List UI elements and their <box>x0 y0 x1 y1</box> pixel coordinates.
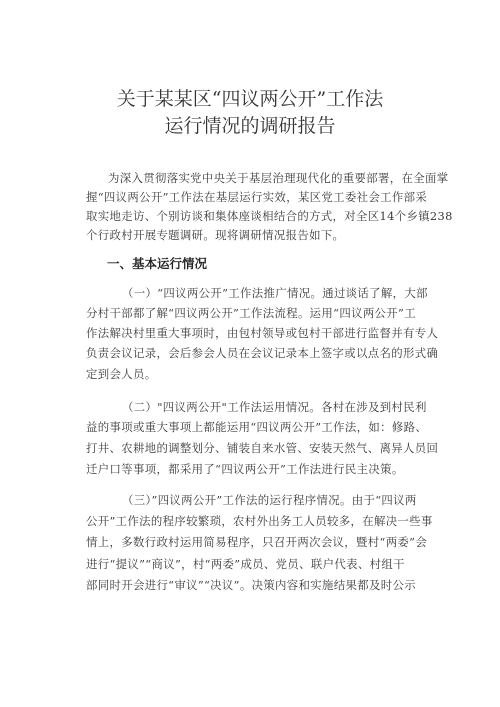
document-title-line-2: 运行情况的调研报告 <box>164 115 336 137</box>
document-title-line-1: 关于某某区“四议两公开”工作法 <box>116 88 384 110</box>
paragraph-line: 打井、农耕地的调整划分、铺装自来水管、安装天然气、离异人员回 <box>86 441 439 455</box>
paragraph-line: 情上，多数行政村运用简易程序，只召开两次会议，暨村“两委”会 <box>86 535 428 549</box>
paragraph-line: 进行“提议”“商议”，村“两委”成员、党员、联户代表、村组干 <box>86 557 405 571</box>
intro-line: 个行政村开展专题调研。现将调研情况报告如下。 <box>86 228 345 242</box>
section-heading: 一、基本运行情况 <box>107 256 208 271</box>
intro-line: 取实地走访、个别访谈和集体座谈相结合的方式，对全区14个乡镇238 <box>86 209 453 223</box>
paragraph-line: 分村干部都了解“四议两公开”工作法流程。运用“四议两公开”工 <box>86 306 416 320</box>
intro-line: 握“四议两公开”工作法在基层运行实效，某区党工委社会工作部采 <box>86 190 428 204</box>
paragraph-line: （三）”四议两公开”工作法的运行程序情况。由于“四议两 <box>122 493 417 507</box>
paragraph-line: 作法解决村里重大事项时，由包村领导或包村干部进行监督并有专人 <box>86 326 439 340</box>
paragraph-line: 定到会人员。 <box>86 367 157 381</box>
paragraph-line: （一）“四议两公开”工作法推广情况。通过谈话了解，大部 <box>122 286 428 300</box>
paragraph-line: 负责会议记录，会后参会人员在会议记录本上签字或以点名的形式确 <box>86 346 439 360</box>
paragraph-line: 迁户口等事项，都采用了“四议两公开”工作法进行民主决策。 <box>86 462 404 476</box>
paragraph-line: 益的事项或重大事项上都能运用“四议两公开”工作法，如：修路、 <box>86 420 428 434</box>
intro-line: 为深入贯彻落实党中央关于基层治理现代化的重要部署，在全面掌 <box>108 171 449 185</box>
paragraph-line: （二）"四议两公开"工作法运用情况。各村在涉及到村民利 <box>122 400 427 414</box>
paragraph-line: 部同时开会进行“审议”“决议”。决策内容和实施结果都及时公示 <box>86 578 416 592</box>
paragraph-line: 公开”工作法的程序较繁琐，农村外出务工人员较多，在解决一些事 <box>86 514 433 528</box>
